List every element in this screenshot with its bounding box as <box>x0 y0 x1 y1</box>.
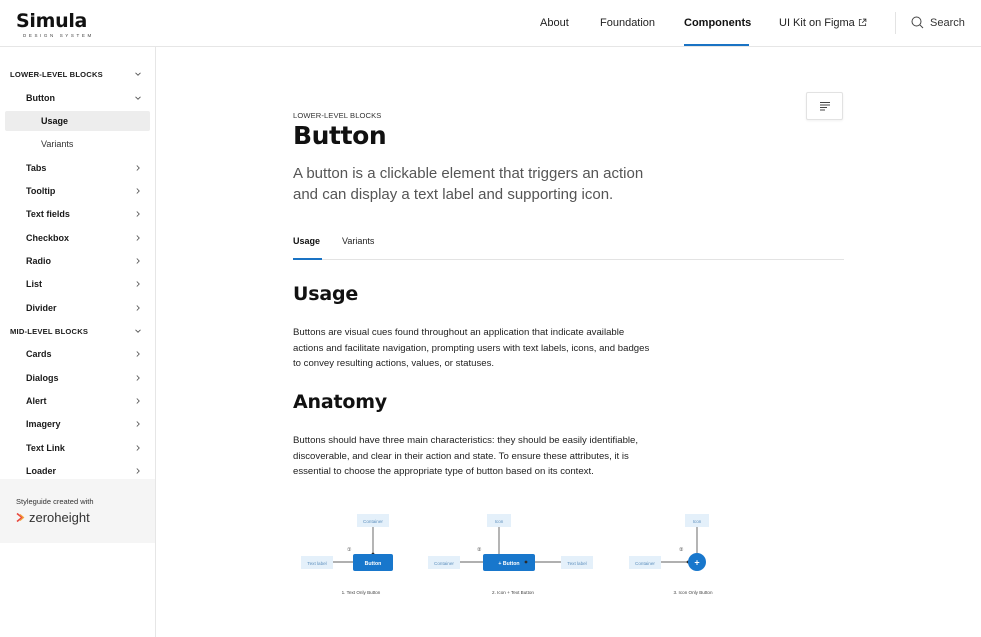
sidebar-item-text-link[interactable] <box>0 438 156 458</box>
search-icon <box>911 16 924 29</box>
chevron-right-icon <box>134 304 142 312</box>
external-link-icon <box>858 18 867 27</box>
button-anatomy-diagram <box>299 511 729 601</box>
zeroheight-logo-icon <box>16 512 25 523</box>
table-of-contents-icon <box>819 101 831 111</box>
anatomy-label: Container <box>434 561 454 566</box>
logo-title: Simula <box>16 10 88 32</box>
sidebar-item-text-fields[interactable] <box>0 204 156 224</box>
sidebar-item-list[interactable] <box>0 274 156 294</box>
nav-foundation[interactable]: Foundation <box>600 17 656 29</box>
sidebar-item-loader[interactable] <box>0 461 156 481</box>
example-button-text: + <box>694 557 700 568</box>
nav-ui-kit-label: UI Kit on Figma <box>779 17 855 29</box>
sidebar-item-radio[interactable] <box>0 251 156 271</box>
anatomy-marker: ② <box>477 547 482 553</box>
sidebar-group-lower-level-blocks[interactable] <box>0 64 156 84</box>
sidebar-group-label: LOWER-LEVEL BLOCKS <box>10 69 103 79</box>
header-divider <box>895 12 896 34</box>
sidebar-item-label: Divider <box>26 303 57 313</box>
sidebar-item-label: List <box>26 279 43 289</box>
chevron-right-icon <box>134 210 142 218</box>
anatomy-caption: 2. Icon + Text Button <box>492 590 534 595</box>
sidebar-item-label: Button <box>26 93 55 103</box>
breadcrumb-category: LOWER-LEVEL BLOCKS <box>293 111 382 120</box>
anatomy-label: Container <box>363 519 383 524</box>
anatomy-label: Text label <box>307 561 327 566</box>
anatomy-label: Icon <box>692 519 702 524</box>
section-body-anatomy: Buttons should have three main characteristics: they should be easily identifiable, discoverable, and clear in their action and state. To ensure these attributes, it is essential to choose the appropriate type of button based on its context. <box>293 435 639 478</box>
tab-variants[interactable]: Variants <box>342 236 375 246</box>
anatomy-marker: ② <box>679 547 684 553</box>
chevron-right-icon <box>134 374 142 382</box>
active-tab-indicator <box>293 258 322 260</box>
chevron-right-icon <box>134 257 142 265</box>
sidebar-item-label: Imagery <box>26 419 61 429</box>
sidebar-footer <box>0 479 155 543</box>
main-content <box>157 47 981 637</box>
sidebar-item-label: Tooltip <box>26 186 56 196</box>
anatomy-caption: 3. Icon Only Button <box>673 590 713 595</box>
logo[interactable] <box>16 10 94 38</box>
chevron-right-icon <box>134 467 142 475</box>
sidebar-item-label: Text fields <box>26 209 70 219</box>
sidebar-item-label: Variants <box>41 139 74 149</box>
chevron-right-icon <box>134 187 142 195</box>
search-label: Search <box>930 16 965 29</box>
sidebar-group-mid-level-blocks[interactable] <box>0 321 156 341</box>
chevron-down-icon <box>134 70 142 78</box>
sidebar-item-label: Checkbox <box>26 233 70 243</box>
chevron-down-icon <box>134 94 142 102</box>
sidebar-item-cards[interactable] <box>0 344 156 364</box>
sidebar-item-imagery[interactable] <box>0 414 156 434</box>
sidebar-item-checkbox[interactable] <box>0 228 156 248</box>
sidebar-item-label: Alert <box>26 396 47 406</box>
anatomy-icon-only <box>629 514 713 595</box>
chevron-right-icon <box>134 280 142 288</box>
chevron-right-icon <box>134 444 142 452</box>
top-header <box>0 0 981 47</box>
chevron-right-icon <box>134 234 142 242</box>
sidebar-item-label: Tabs <box>26 163 47 173</box>
chevron-right-icon <box>134 420 142 428</box>
sidebar-item-dialogs[interactable] <box>0 368 156 388</box>
sidebar-item-label: Loader <box>26 466 57 476</box>
example-button-text: Button <box>364 561 382 567</box>
chevron-down-icon <box>134 327 142 335</box>
anatomy-label: Container <box>635 561 655 566</box>
zeroheight-link[interactable] <box>16 510 90 525</box>
page-tabs <box>293 229 844 260</box>
anatomy-icon-text <box>428 514 593 595</box>
sidebar-item-label: Text Link <box>26 443 65 453</box>
sidebar-item-label: Dialogs <box>26 373 59 383</box>
sidebar-item-label: Usage <box>41 116 69 126</box>
sidebar-item-usage[interactable] <box>5 111 150 131</box>
active-nav-indicator <box>684 44 749 46</box>
logo-subtitle: DESIGN SYSTEM <box>23 33 94 38</box>
sidebar-item-variants[interactable] <box>0 134 156 154</box>
anatomy-text-only <box>301 514 393 595</box>
sidebar-item-label: Radio <box>26 256 52 266</box>
sidebar-item-alert[interactable] <box>0 391 156 411</box>
chevron-right-icon <box>134 164 142 172</box>
sidebar-item-button[interactable] <box>0 88 156 108</box>
search-button[interactable] <box>911 16 965 29</box>
nav-components[interactable]: Components <box>684 17 752 29</box>
section-body-usage: Buttons are visual cues found throughout an application that indicate available actions and facilitate navigation, prompting users with text labels, icons, and badges to convey resulting actions, values, or statuses. <box>293 327 650 370</box>
sidebar-item-divider[interactable] <box>0 298 156 318</box>
sidebar-item-label: Cards <box>26 349 52 359</box>
sidebar-group-label: MID-LEVEL BLOCKS <box>10 326 89 336</box>
section-heading-usage: Usage <box>293 283 359 305</box>
anatomy-caption: 1. Text Only Button <box>341 590 381 595</box>
chevron-right-icon <box>134 350 142 358</box>
table-of-contents-button[interactable] <box>806 92 843 120</box>
tab-usage[interactable]: Usage <box>293 236 321 246</box>
chevron-right-icon <box>134 397 142 405</box>
sidebar-item-tabs[interactable] <box>0 158 156 178</box>
page-title: Button <box>293 121 387 150</box>
nav-about[interactable]: About <box>540 17 569 29</box>
sidebar <box>0 47 156 637</box>
anatomy-marker: ① <box>347 547 352 553</box>
section-heading-anatomy: Anatomy <box>293 391 387 413</box>
zeroheight-brand: zeroheight <box>29 510 90 525</box>
example-button-text: + Button <box>498 561 520 567</box>
created-with-text: Styleguide created with <box>16 497 94 506</box>
page-lead: A button is a clickable element that triggers an action and can display a text label and supporting icon. <box>293 165 644 203</box>
anatomy-label: Text label <box>567 561 587 566</box>
sidebar-item-tooltip[interactable] <box>0 181 156 201</box>
nav-ui-kit[interactable] <box>779 17 867 29</box>
anatomy-label: Icon <box>494 519 504 524</box>
